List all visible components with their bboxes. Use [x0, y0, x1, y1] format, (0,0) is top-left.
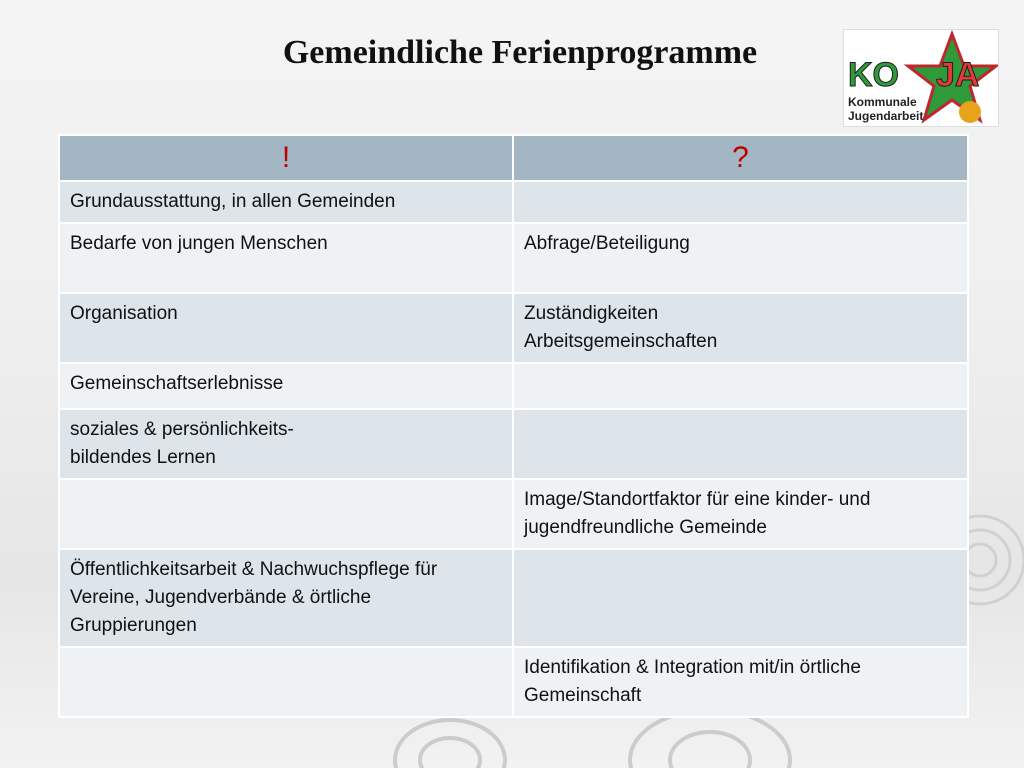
table-cell-right: Zuständigkeiten Arbeitsgemeinschaften — [513, 293, 968, 363]
koja-logo-graphic — [844, 30, 998, 126]
table-cell-right — [513, 363, 968, 409]
table-cell-right: Image/Standortfaktor für eine kinder- und jugendfreundliche Gemeinde — [513, 479, 968, 549]
table-cell-left: Grundausstattung, in allen Gemeinden — [59, 181, 513, 223]
table-row — [59, 363, 968, 409]
svg-text:JA: JA — [936, 56, 980, 94]
header-question: ? — [513, 135, 968, 181]
table-row — [59, 223, 968, 293]
table-row — [59, 293, 968, 363]
page-title: Gemeindliche Ferienprogramme — [282, 34, 758, 71]
logo-line2: Jugendarbeit — [848, 109, 924, 123]
table-header-row — [59, 135, 968, 181]
table-cell-left: Gemeinschaftserlebnisse — [59, 363, 513, 409]
table-cell-right: Identifikation & Integration mit/in örtliche Gemeinschaft — [513, 647, 968, 717]
table-row — [59, 549, 968, 647]
table-cell-right — [513, 181, 968, 223]
table-row — [59, 181, 968, 223]
table-cell-left — [59, 479, 513, 549]
table-cell-left — [59, 647, 513, 717]
table-cell-left: Bedarfe von jungen Menschen — [59, 223, 513, 293]
table-row — [59, 647, 968, 717]
table-cell-right: Abfrage/Beteiligung — [513, 223, 968, 293]
table-cell-left: soziales & persönlichkeits- bildendes Lernen — [59, 409, 513, 479]
koja-logo — [843, 29, 999, 127]
logo-main-text: KO — [848, 56, 899, 94]
table-cell-left: Öffentlichkeitsarbeit & Nachwuchspflege für Vereine, Jugendverbände & örtliche Gruppierungen — [59, 549, 513, 647]
logo-line1: Kommunale — [848, 95, 917, 109]
table-row — [59, 409, 968, 479]
logo-landkreis-emblem — [959, 101, 981, 123]
table-row — [59, 479, 968, 549]
table-cell-left: Organisation — [59, 293, 513, 363]
ferienprogramme-table — [58, 134, 969, 718]
table-cell-right — [513, 409, 968, 479]
header-exclamation: ! — [59, 135, 513, 181]
table-cell-right — [513, 549, 968, 647]
